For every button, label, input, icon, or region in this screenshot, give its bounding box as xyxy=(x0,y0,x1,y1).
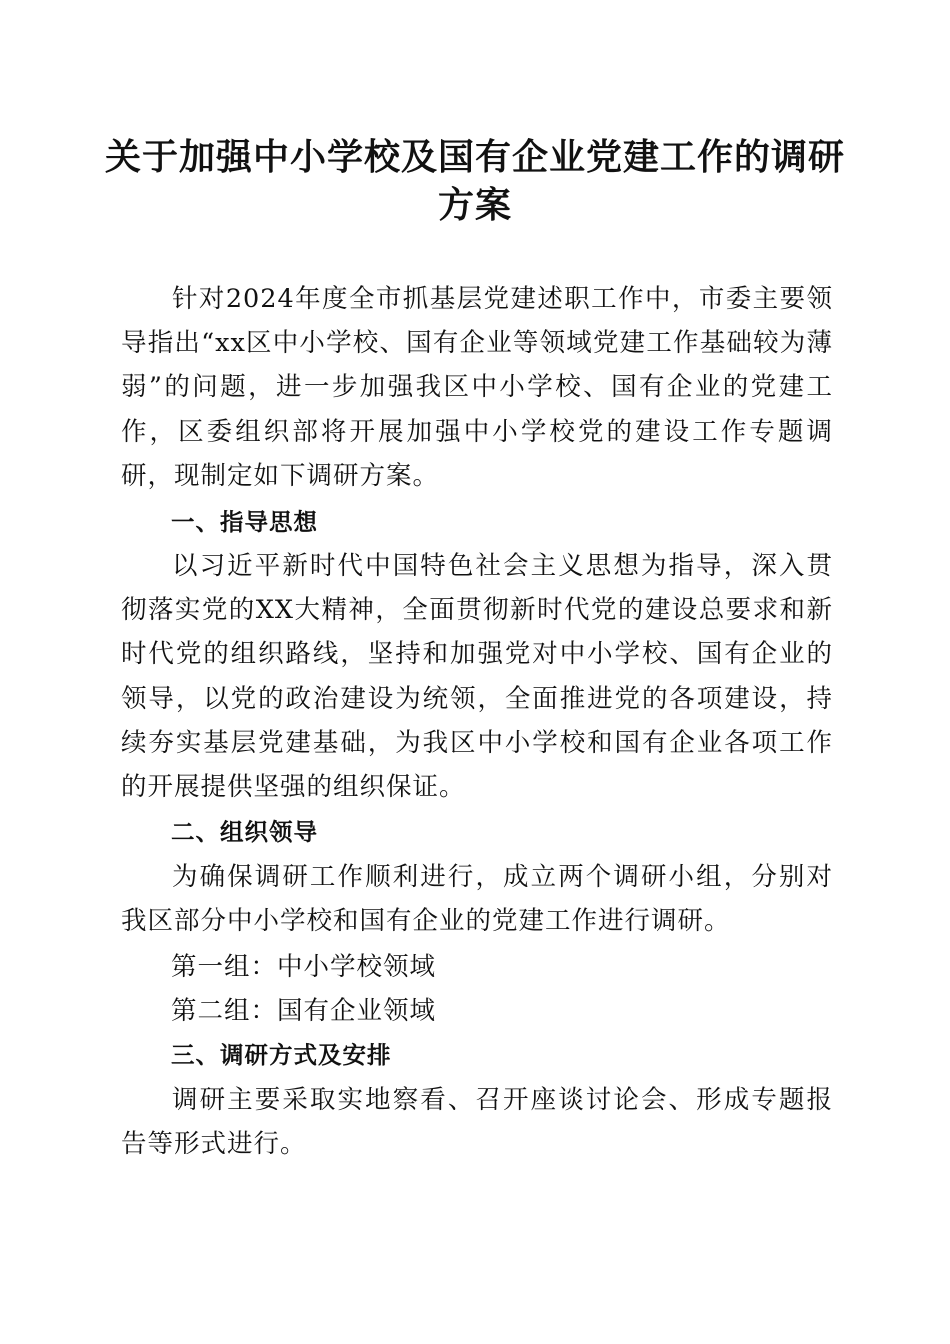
document-title-line-1: 关于加强中小学校及国有企业党建工作的调研 xyxy=(104,136,845,178)
section-organization-paragraph: 为确保调研工作顺利进行，成立两个调研小组，分别对我区部分中小学校和国有企业的党建工作进行调研。 xyxy=(121,862,833,937)
section-heading-organization-leadership: 二、组织领导 xyxy=(171,818,318,846)
intro-paragraph: 针对2024年度全市抓基层党建述职工作中，市委主要领导指出“xx区中小学校、国有企业等领域党建工作基础较为薄弱”的问题，进一步加强我区中小学校、国有企业的党建工作，区委组织部将开展加强中小学校党的建设工作专题调研，现制定如下调研方案。 xyxy=(121,284,833,491)
group-item-state-enterprises: 第二组：国有企业领域 xyxy=(171,996,437,1026)
section-heading-research-methods: 三、调研方式及安排 xyxy=(171,1041,392,1069)
intro-block xyxy=(121,277,833,498)
document-title-line-2: 方案 xyxy=(437,184,512,226)
section-research-methods-paragraph: 调研主要采取实地察看、召开座谈讨论会、形成专题报告等形式进行。 xyxy=(121,1085,833,1160)
section-research-methods-block xyxy=(121,1078,833,1166)
section-guiding-ideology-block xyxy=(121,544,833,809)
group-item-schools: 第一组：中小学校领域 xyxy=(171,952,437,982)
section-organization-block xyxy=(121,855,833,943)
section-heading-guiding-ideology: 一、指导思想 xyxy=(171,508,318,536)
section-guiding-ideology-paragraph: 以习近平新时代中国特色社会主义思想为指导，深入贯彻落实党的XX大精神，全面贯彻新时代党的建设总要求和新时代党的组织路线，坚持和加强党对中小学校、国有企业的领导，以党的政治建设为统领，全面推进党的各项建设，持续夯实基层党建基础，为我区中小学校和国有企业各项工作的开展提供坚强的组织保证。 xyxy=(121,551,833,803)
